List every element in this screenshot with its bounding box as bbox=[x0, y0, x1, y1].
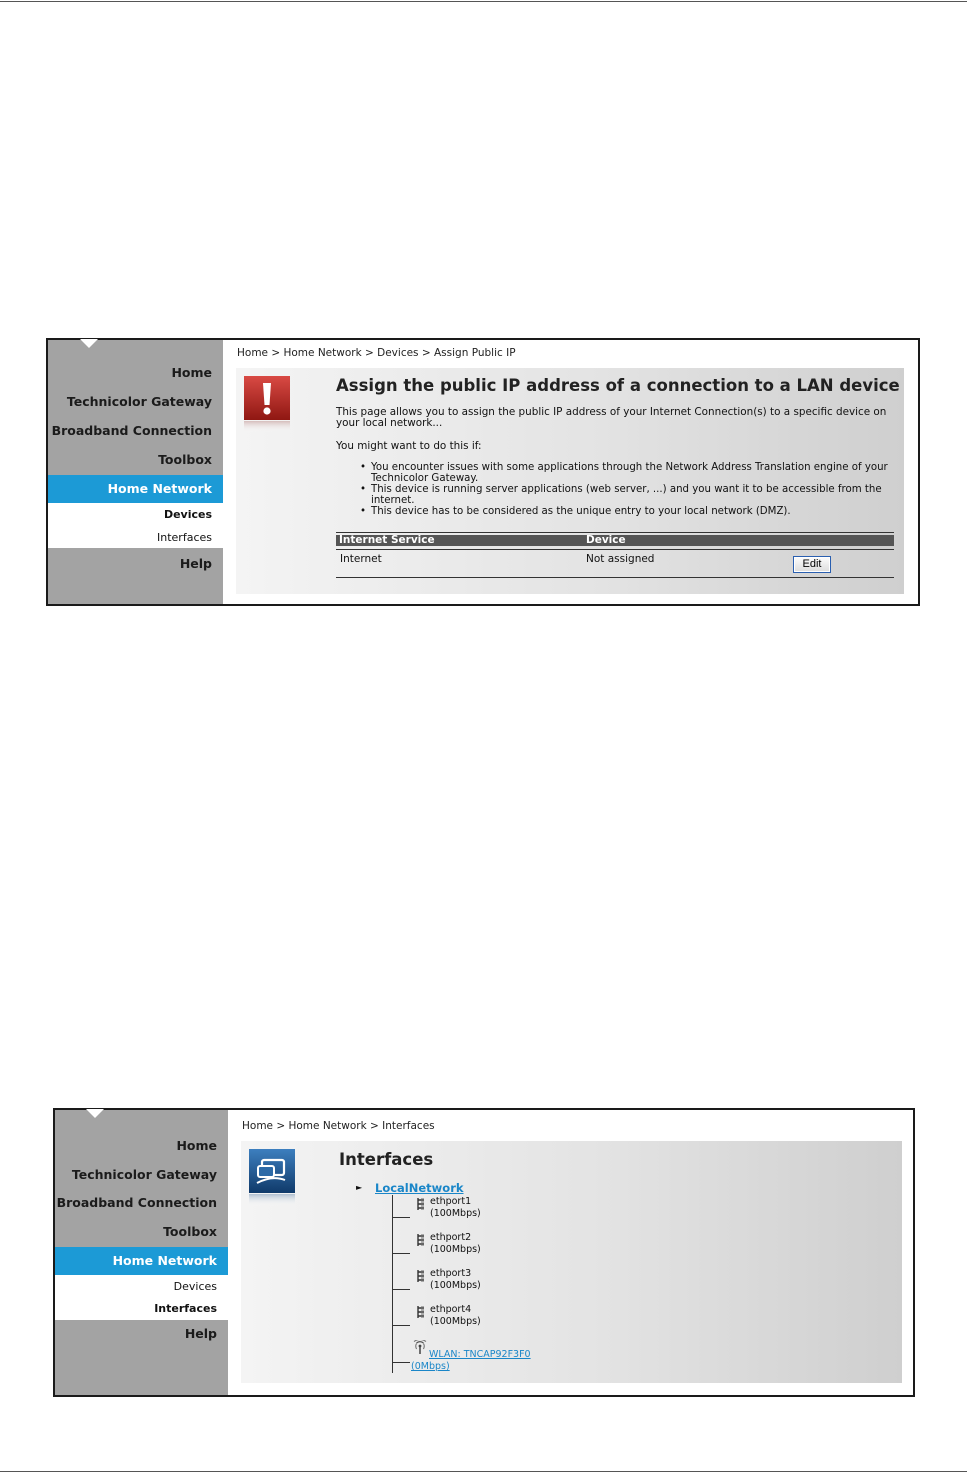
tree-branch bbox=[392, 1362, 410, 1363]
sidebar bbox=[48, 340, 223, 604]
sidebar-item-interfaces[interactable]: Interfaces bbox=[154, 1302, 217, 1315]
port-name: ethport2 bbox=[430, 1232, 472, 1243]
wlan-speed[interactable]: (0Mbps) bbox=[411, 1361, 450, 1372]
interfaces-screenshot bbox=[53, 1108, 915, 1397]
nav-technicolor-gateway[interactable]: Technicolor Gateway bbox=[71, 1167, 217, 1182]
interfaces-icon bbox=[249, 1149, 295, 1211]
port-speed: (100Mbps) bbox=[430, 1244, 481, 1255]
nav-help[interactable]: Help bbox=[179, 556, 212, 571]
nav-home-network[interactable]: Home Network bbox=[48, 475, 223, 503]
port-speed: (100Mbps) bbox=[430, 1208, 481, 1219]
sidebar-submenu bbox=[48, 503, 223, 548]
expand-arrow-icon[interactable]: ► bbox=[356, 1183, 363, 1192]
intro-text: This page allows you to assign the public IP address of your Internet Connection(s) to a specific device on your local network... bbox=[336, 406, 887, 429]
nav-help[interactable]: Help bbox=[184, 1326, 217, 1341]
sidebar-item-devices[interactable]: Devices bbox=[163, 508, 212, 521]
edit-button[interactable]: Edit bbox=[793, 556, 831, 573]
nav-toolbox[interactable]: Toolbox bbox=[163, 1224, 217, 1239]
page-title: Interfaces bbox=[339, 1150, 434, 1169]
list-item: • This device has to be considered as the unique entry to your local network (DMZ). bbox=[336, 506, 896, 517]
port-ethport4 bbox=[430, 1304, 481, 1328]
nav-broadband-connection[interactable]: Broadband Connection bbox=[51, 423, 212, 438]
port-ethport3 bbox=[430, 1268, 481, 1292]
page-bottom-rule bbox=[0, 1471, 967, 1472]
ethernet-port-icon bbox=[416, 1233, 425, 1247]
port-name: ethport4 bbox=[430, 1304, 472, 1315]
content-panel bbox=[236, 368, 904, 594]
lead-text: You might want to do this if: bbox=[336, 440, 482, 452]
cell-internet-service: Internet bbox=[340, 553, 382, 565]
reason-list bbox=[336, 462, 896, 517]
page-title: Assign the public IP address of a connection to a LAN device bbox=[336, 376, 900, 395]
column-header-device: Device bbox=[586, 534, 626, 546]
sidebar-notch bbox=[80, 339, 98, 348]
wlan-link[interactable]: WLAN: TNCAP92F3F0 bbox=[429, 1349, 531, 1360]
local-network-link[interactable]: LocalNetwork bbox=[375, 1181, 464, 1195]
port-ethport2 bbox=[430, 1232, 481, 1256]
table-bottom-rule bbox=[336, 577, 894, 578]
tree-branch bbox=[392, 1217, 410, 1218]
port-ethport1 bbox=[430, 1196, 481, 1220]
ethernet-port-icon bbox=[416, 1197, 425, 1211]
list-item: • You encounter issues with some applications through the Network Address Translation engine of your Technicolor Gateway. bbox=[336, 462, 896, 484]
tree-branch bbox=[392, 1289, 410, 1290]
cell-device: Not assigned bbox=[586, 553, 655, 565]
nav-toolbox[interactable]: Toolbox bbox=[158, 452, 212, 467]
port-name: ethport1 bbox=[430, 1196, 472, 1207]
sidebar-submenu bbox=[55, 1275, 228, 1320]
column-header-internet-service: Internet Service bbox=[339, 534, 435, 546]
assign-public-ip-screenshot bbox=[46, 338, 920, 606]
port-speed: (100Mbps) bbox=[430, 1316, 481, 1327]
nav-home[interactable]: Home bbox=[171, 365, 212, 380]
tree-trunk bbox=[392, 1195, 393, 1373]
breadcrumb: Home > Home Network > Interfaces bbox=[242, 1120, 435, 1132]
content-panel bbox=[241, 1141, 902, 1383]
ethernet-port-icon bbox=[416, 1305, 425, 1319]
sidebar-notch bbox=[86, 1109, 104, 1118]
port-name: ethport3 bbox=[430, 1268, 472, 1279]
sidebar bbox=[55, 1110, 228, 1395]
page-top-rule bbox=[0, 1, 967, 2]
breadcrumb: Home > Home Network > Devices > Assign Public IP bbox=[237, 347, 516, 359]
sidebar-item-devices[interactable]: Devices bbox=[173, 1280, 217, 1293]
table-header bbox=[336, 535, 894, 546]
list-item: • This device is running server applications (web server, ...) and you want it to be accessible from the internet. bbox=[336, 484, 896, 506]
nav-home[interactable]: Home bbox=[176, 1138, 217, 1153]
table-header-rule bbox=[336, 549, 894, 550]
tree-branch bbox=[392, 1253, 410, 1254]
port-speed: (100Mbps) bbox=[430, 1280, 481, 1291]
table-top-rule bbox=[336, 532, 894, 533]
nav-broadband-connection[interactable]: Broadband Connection bbox=[56, 1195, 217, 1210]
warning-exclamation-icon bbox=[244, 376, 290, 432]
nav-home-network[interactable]: Home Network bbox=[55, 1247, 228, 1275]
tree-branch bbox=[392, 1325, 410, 1326]
sidebar-item-interfaces[interactable]: Interfaces bbox=[157, 531, 212, 544]
wlan-interface[interactable] bbox=[411, 1349, 531, 1373]
nav-technicolor-gateway[interactable]: Technicolor Gateway bbox=[66, 394, 212, 409]
ethernet-port-icon bbox=[416, 1269, 425, 1283]
